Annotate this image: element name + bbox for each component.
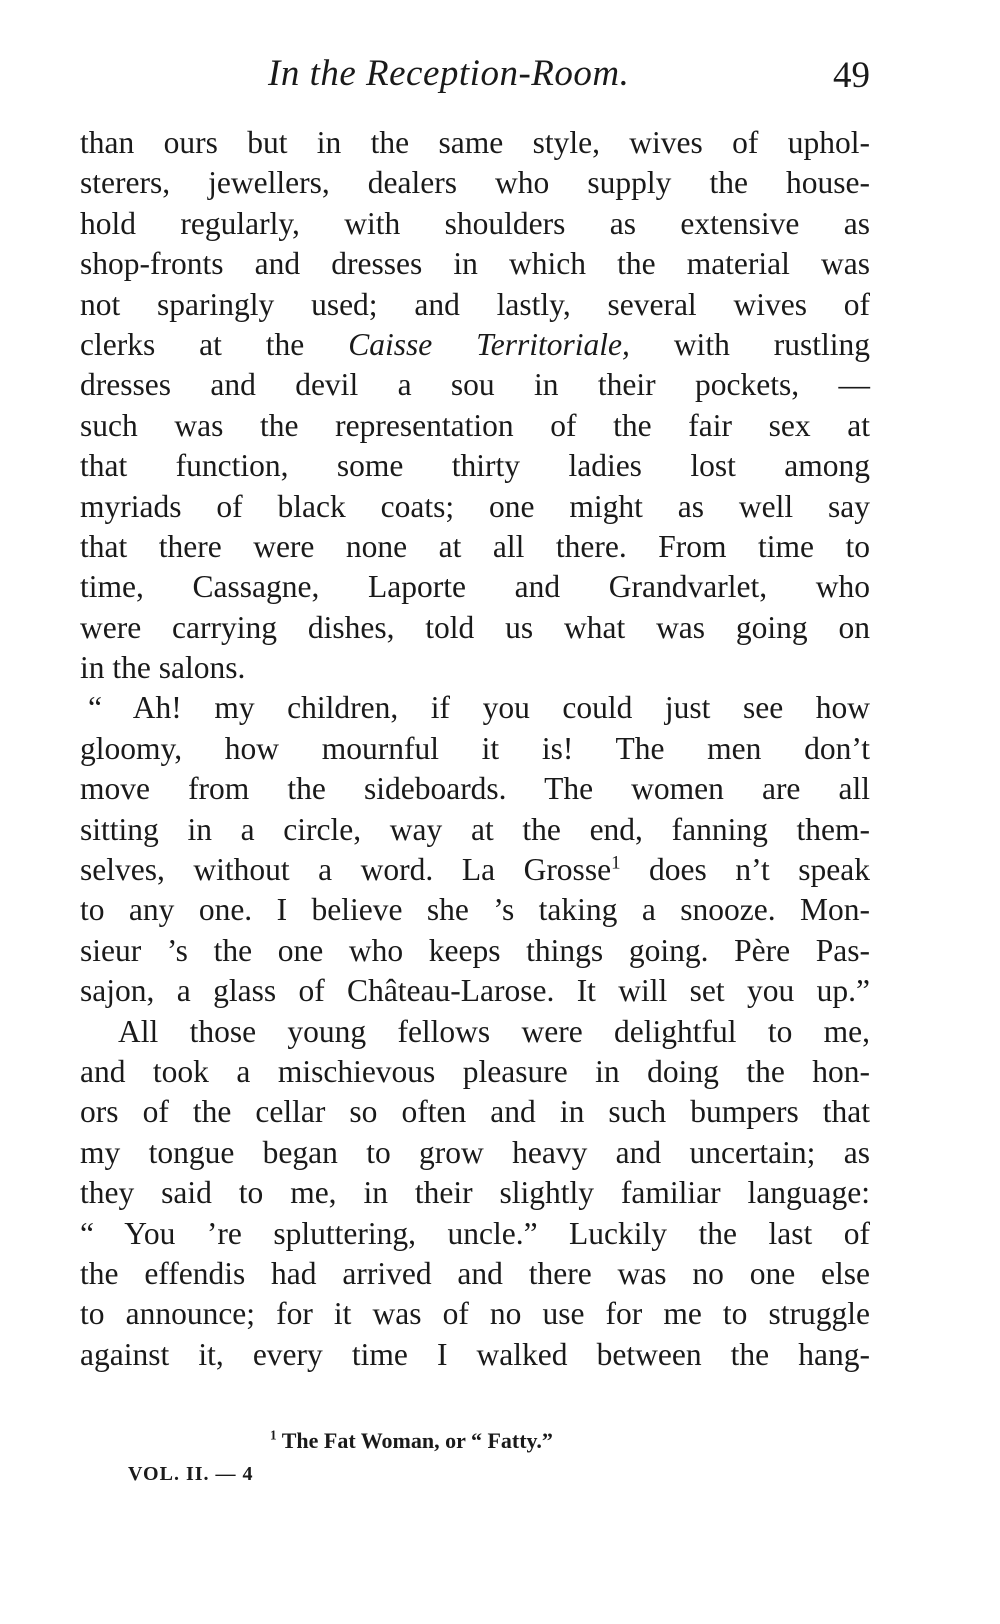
running-title: In the Reception-Room. [268,53,630,94]
page-number: 49 [833,55,870,96]
footnote-ref: 1 [611,852,621,874]
text-line: ors of the cellar so often and in such bumpers that [80,1094,870,1130]
footnote-marker: 1 [270,1427,277,1443]
paragraph-start-line: “ Ah! my children, if you could just see how [88,690,870,726]
text-line: that function, some thirty ladies lost among [80,448,870,484]
italic-term: Caisse Territoriale, [348,326,630,362]
text-line-with-italic [80,325,870,365]
text-line: hold regularly, with shoulders as extensive as [80,205,870,241]
text-run: does n’t speak [620,852,870,888]
text-line: “ You ’re spluttering, uncle.” Luckily the last of [80,1215,870,1251]
text-line: sitting in a circle, way at the end, fanning them- [80,811,870,847]
text-line: myriads of black coats; one might as well say [80,488,870,524]
text-line: sterers, jewellers, dealers who supply the house- [80,165,870,201]
text-line: than ours but in the same style, wives of uphol- [80,125,870,160]
footnote-text: The Fat Woman, or “ Fatty.” [281,1428,553,1453]
text-line: to announce; for it was of no use for me to struggle [80,1296,870,1332]
text-line: that there were none at all there. From time to [80,528,870,564]
text-line: against it, every time I walked between the hang- [80,1336,870,1372]
body-text [80,123,870,1375]
text-run: clerks at the [80,326,349,362]
signature-mark: VOL. II. — 4 [128,1463,254,1485]
text-line: to any one. I believe she ’s taking a snooze. Mon- [80,892,870,928]
running-head [78,46,870,106]
text-line: sajon, a glass of Château-Larose. It will set you up.” [80,973,870,1009]
text-line: the effendis had arrived and there was no one else [80,1255,870,1291]
text-line: gloomy, how mournful it is! The men don’t [80,730,870,766]
footnote [270,1428,553,1454]
text-line: shop-fronts and dresses in which the material was [80,246,870,282]
text-line: not sparingly used; and lastly, several wives of [80,286,870,322]
paragraph-start-line: All those young fellows were delightful to me, [118,1013,870,1049]
text-run: with rustling [629,326,870,362]
text-line: sieur ’s the one who keeps things going. Père Pas- [80,932,870,968]
text-line: time, Cassagne, Laporte and Grandvarlet, who [80,569,870,605]
text-line: dresses and devil a sou in their pockets, — [80,367,870,403]
text-line: were carrying dishes, told us what was going on [80,609,870,645]
text-run: selves, without a word. La Grosse [80,852,612,888]
text-line-with-footnote-ref [80,850,870,890]
text-line: move from the sideboards. The women are all [80,771,870,807]
text-line: my tongue began to grow heavy and uncertain; as [80,1134,870,1170]
text-line: they said to me, in their slightly familiar language: [80,1175,870,1211]
text-line: in the salons. [80,650,246,686]
text-line: such was the representation of the fair sex at [80,407,870,443]
text-line: and took a mischievous pleasure in doing the hon- [80,1053,870,1089]
